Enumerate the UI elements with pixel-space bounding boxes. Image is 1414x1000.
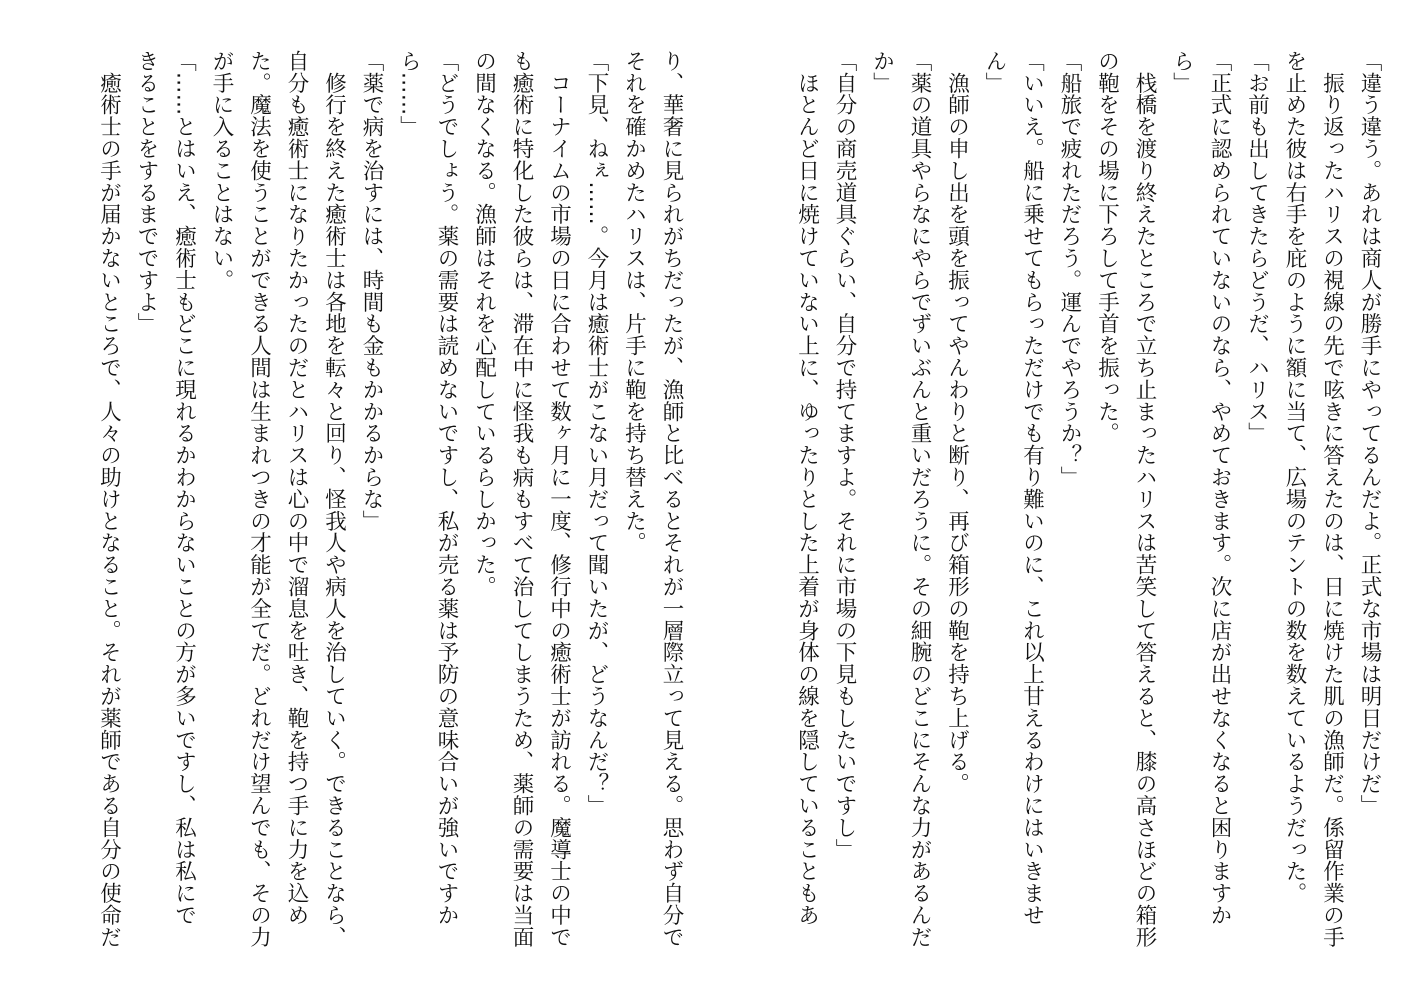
text-line: 漁師の申し出を頭を振ってやんわりと断り、再び箱形の鞄を持ち上げる。 [944, 50, 970, 795]
text-line: 「お前も出してきたらどうだ、ハリス」 [1244, 50, 1270, 445]
text-line: きることをするまでですよ」 [134, 50, 159, 335]
right-page-text [788, 50, 1388, 970]
text-line: 「どうでしょう。薬の需要は読めないですし、私が売る薬は予防の意味合いが強いですか [434, 50, 459, 926]
text-line: 振り返ったハリスの視線の先で呟きに答えたのは、日に焼けた肌の漁師だ。係留作業の手 [1319, 50, 1345, 948]
text-line: それを確かめたハリスは、片手に鞄を持ち替えた。 [621, 50, 647, 554]
text-line: も癒術に特化した彼らは、滞在中に怪我も病もすべて治してしまうため、薬師の需要は当面 [509, 50, 534, 948]
text-line: 自分も癒術士になりたかったのだとハリスは心の中で溜息を吐き、鞄を持つ手に力を込め [284, 50, 309, 926]
text-line: コーナイムの市場の日に合わせて数ヶ月に一度、修行中の癒術士が訪れる。魔導士の中で [546, 50, 572, 948]
text-line: 「薬で病を治すには、時間も金もかかるからな」 [359, 50, 384, 532]
text-line: の間なくなる。漁師はそれを心配しているらしかった。 [471, 50, 497, 598]
left-page-text [90, 50, 690, 970]
text-line: 「船旅で疲れただろう。運んでやろうか？」 [1057, 50, 1082, 488]
left-page [55, 50, 690, 970]
text-line: ら」 [1169, 50, 1195, 94]
text-line: 「薬の道具やらなにやらでずいぶんと重いだろうに。その細腕のどこにそんな力があるんだ [907, 50, 932, 948]
text-line: 「違う違う。あれは商人が勝手にやってるんだよ。正式な市場は明日だけだ」 [1357, 50, 1382, 817]
text-line: 修行を終えた癒術士は各地を転々と回り、怪我人や病人を治していく。できることなら、 [321, 50, 347, 948]
text-line: ほとんど日に焼けていない上に、ゆったりとした上着が身体の線を隠していることもあ [794, 50, 820, 926]
text-line: か」 [869, 50, 895, 94]
text-line: 「……とはいえ、癒術士もどこに現れるかわからないことの方が多いですし、私は私にで [171, 50, 197, 926]
text-line: の鞄をその場に下ろして手首を振った。 [1094, 50, 1120, 445]
text-line: 栈橋を渡り終えたところで立ち止まったハリスは苦笑して答えると、膝の高さほどの箱形 [1132, 50, 1157, 948]
right-page [752, 50, 1388, 970]
text-line: 「下見、ねぇ……。今月は癒術士がこない月だって聞いたが、どうなんだ？」 [584, 50, 609, 817]
text-line: ん」 [982, 50, 1007, 94]
text-line: が手に入ることはない。 [209, 50, 234, 291]
text-line: 「自分の商売道具ぐらい、自分で持てますよ。それに市場の下見もしたいですし」 [832, 50, 857, 861]
text-line: を止めた彼は右手を庇のように額に当て、広場のテントの数を数えているようだった。 [1282, 50, 1307, 905]
text-line: ら……」 [396, 50, 422, 138]
text-line: 「いいえ。船に乗せてもらっただけでも有り難いのに、これ以上甘えるわけにはいきませ [1019, 50, 1045, 926]
text-line: た。魔法を使うことができる人間は生まれつきの才能が全てだ。どれだけ望んでも、その力 [246, 50, 272, 948]
text-line: り、華奢に見られがちだったが、漁師と比べるとそれが一層際立って見える。思わず自分で [659, 50, 684, 948]
text-line: 「正式に認められていないのなら、やめておきます。次に店が出せなくなると困りますか [1207, 50, 1232, 926]
text-line: 癒術士の手が届かないところで、人々の助けとなること。それが薬師である自分の使命だ [96, 50, 122, 948]
